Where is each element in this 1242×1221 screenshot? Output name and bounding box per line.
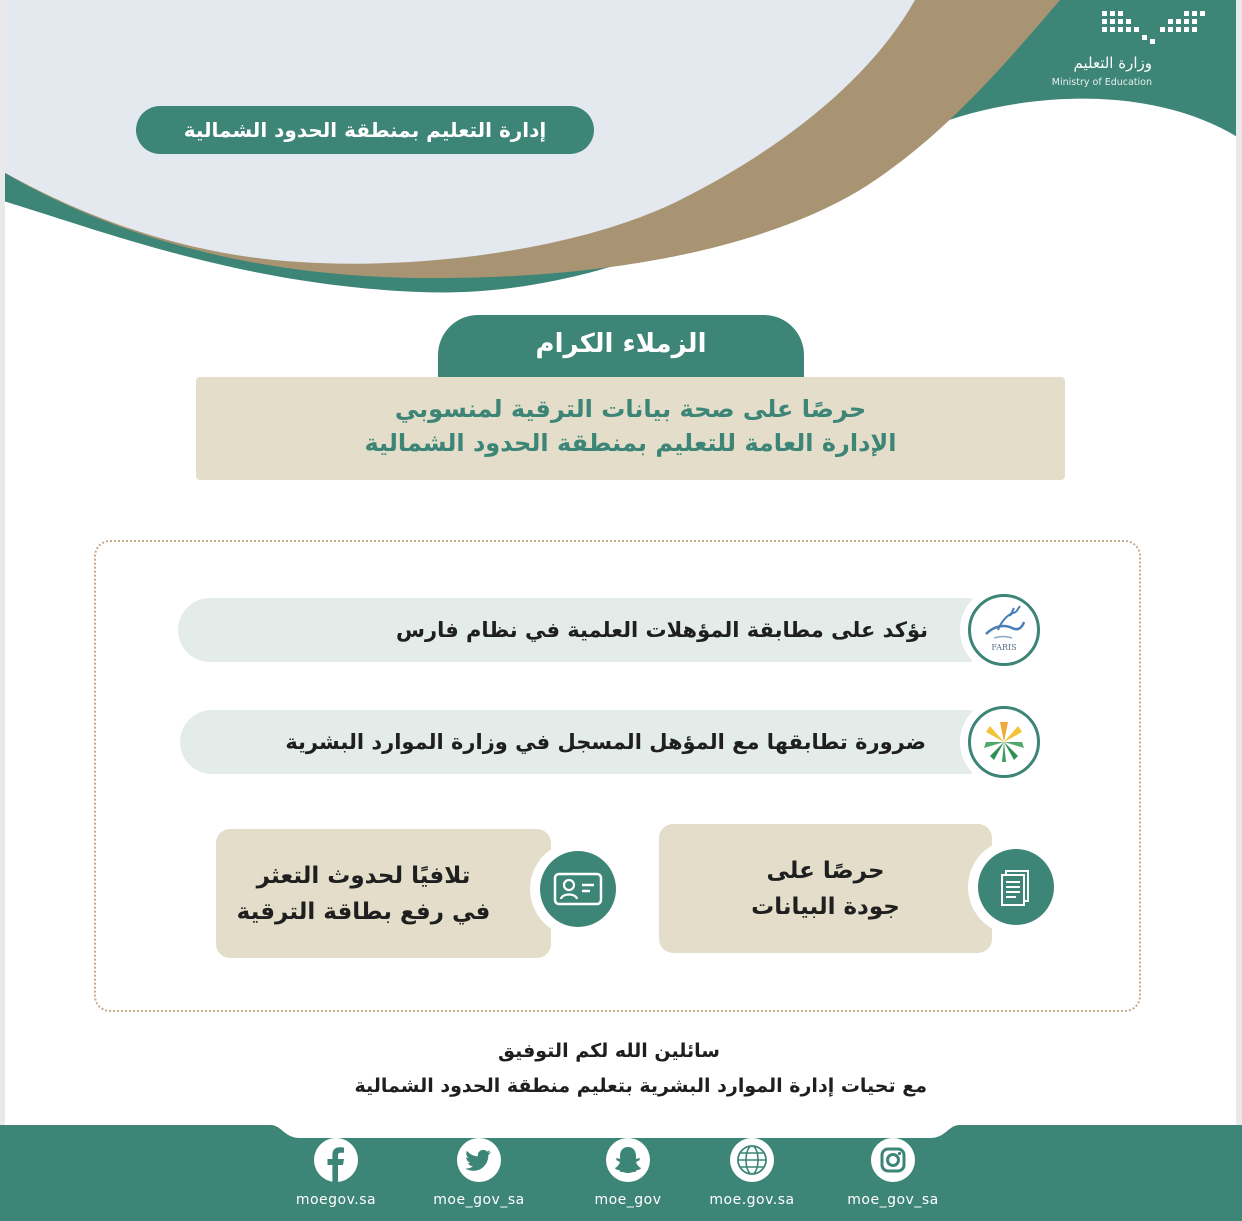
card-promotion-line-1: تلافيًا لحدوث التعثر: [256, 862, 471, 889]
point-text-faris: نؤكد على مطابقة المؤهلات العلمية في نظام فارس: [396, 618, 928, 642]
social-website[interactable]: [687, 1136, 817, 1208]
point-text-hr: ضرورة تطابقها مع المؤهل المسجل في وزارة الموارد البشرية: [285, 730, 926, 754]
card-data-quality-line-2: جودة البيانات: [751, 893, 900, 920]
social-label-website: moe.gov.sa: [709, 1192, 795, 1208]
social-label-snapchat: moe_gov: [594, 1192, 662, 1208]
social-label-instagram: moe_gov_sa: [847, 1192, 939, 1208]
point-row-hr: [180, 710, 998, 774]
right-edge: [1236, 0, 1242, 1221]
ministry-name-en: Ministry of Education: [1051, 77, 1152, 88]
id-card-icon: [552, 869, 604, 909]
social-twitter[interactable]: [414, 1136, 544, 1208]
faris-logo-icon: [974, 600, 1034, 660]
closing-line-2: مع تحيات إدارة الموارد البشرية بتعليم منطقة الحدود الشمالية: [354, 1075, 927, 1097]
globe-icon: [729, 1137, 775, 1183]
faris-caption: FARIS: [991, 643, 1017, 652]
social-facebook[interactable]: [271, 1136, 401, 1208]
closing-line-1: سائلين الله لكم التوفيق: [497, 1040, 720, 1062]
card-promotion-line-2: في رفع بطاقة الترقية: [236, 898, 491, 925]
document-icon: [994, 865, 1038, 909]
region-label: إدارة التعليم بمنطقة الحدود الشمالية: [136, 106, 594, 154]
hr-badge: [960, 698, 1048, 786]
point-row-faris: [178, 598, 998, 662]
social-snapchat[interactable]: [563, 1136, 693, 1208]
social-instagram[interactable]: [828, 1136, 958, 1208]
hr-ministry-logo-icon: [976, 714, 1032, 770]
social-label-facebook: moegov.sa: [295, 1192, 377, 1208]
card-data-quality-line-1: حرصًا على: [766, 857, 885, 884]
left-edge: [0, 0, 5, 1221]
intro-line-1: حرصًا على صحة بيانات الترقية لمنسوبي: [394, 395, 867, 423]
twitter-icon: [456, 1137, 502, 1183]
card-promotion: [216, 829, 551, 958]
colleagues-title: الزملاء الكرام: [438, 315, 804, 385]
id-card-badge: [530, 841, 626, 937]
card-data-quality: [659, 824, 992, 953]
intro-line-2: الإدارة العامة للتعليم بمنطقة الحدود الشمالية: [364, 429, 897, 457]
ministry-name-ar: وزارة التعليم: [1073, 54, 1152, 72]
intro-box: [196, 377, 1065, 480]
instagram-icon: [870, 1137, 916, 1183]
faris-badge: [960, 586, 1048, 674]
social-label-twitter: moe_gov_sa: [433, 1192, 525, 1208]
snapchat-icon: [605, 1137, 651, 1183]
facebook-icon: [313, 1137, 359, 1183]
document-badge: [968, 839, 1064, 935]
